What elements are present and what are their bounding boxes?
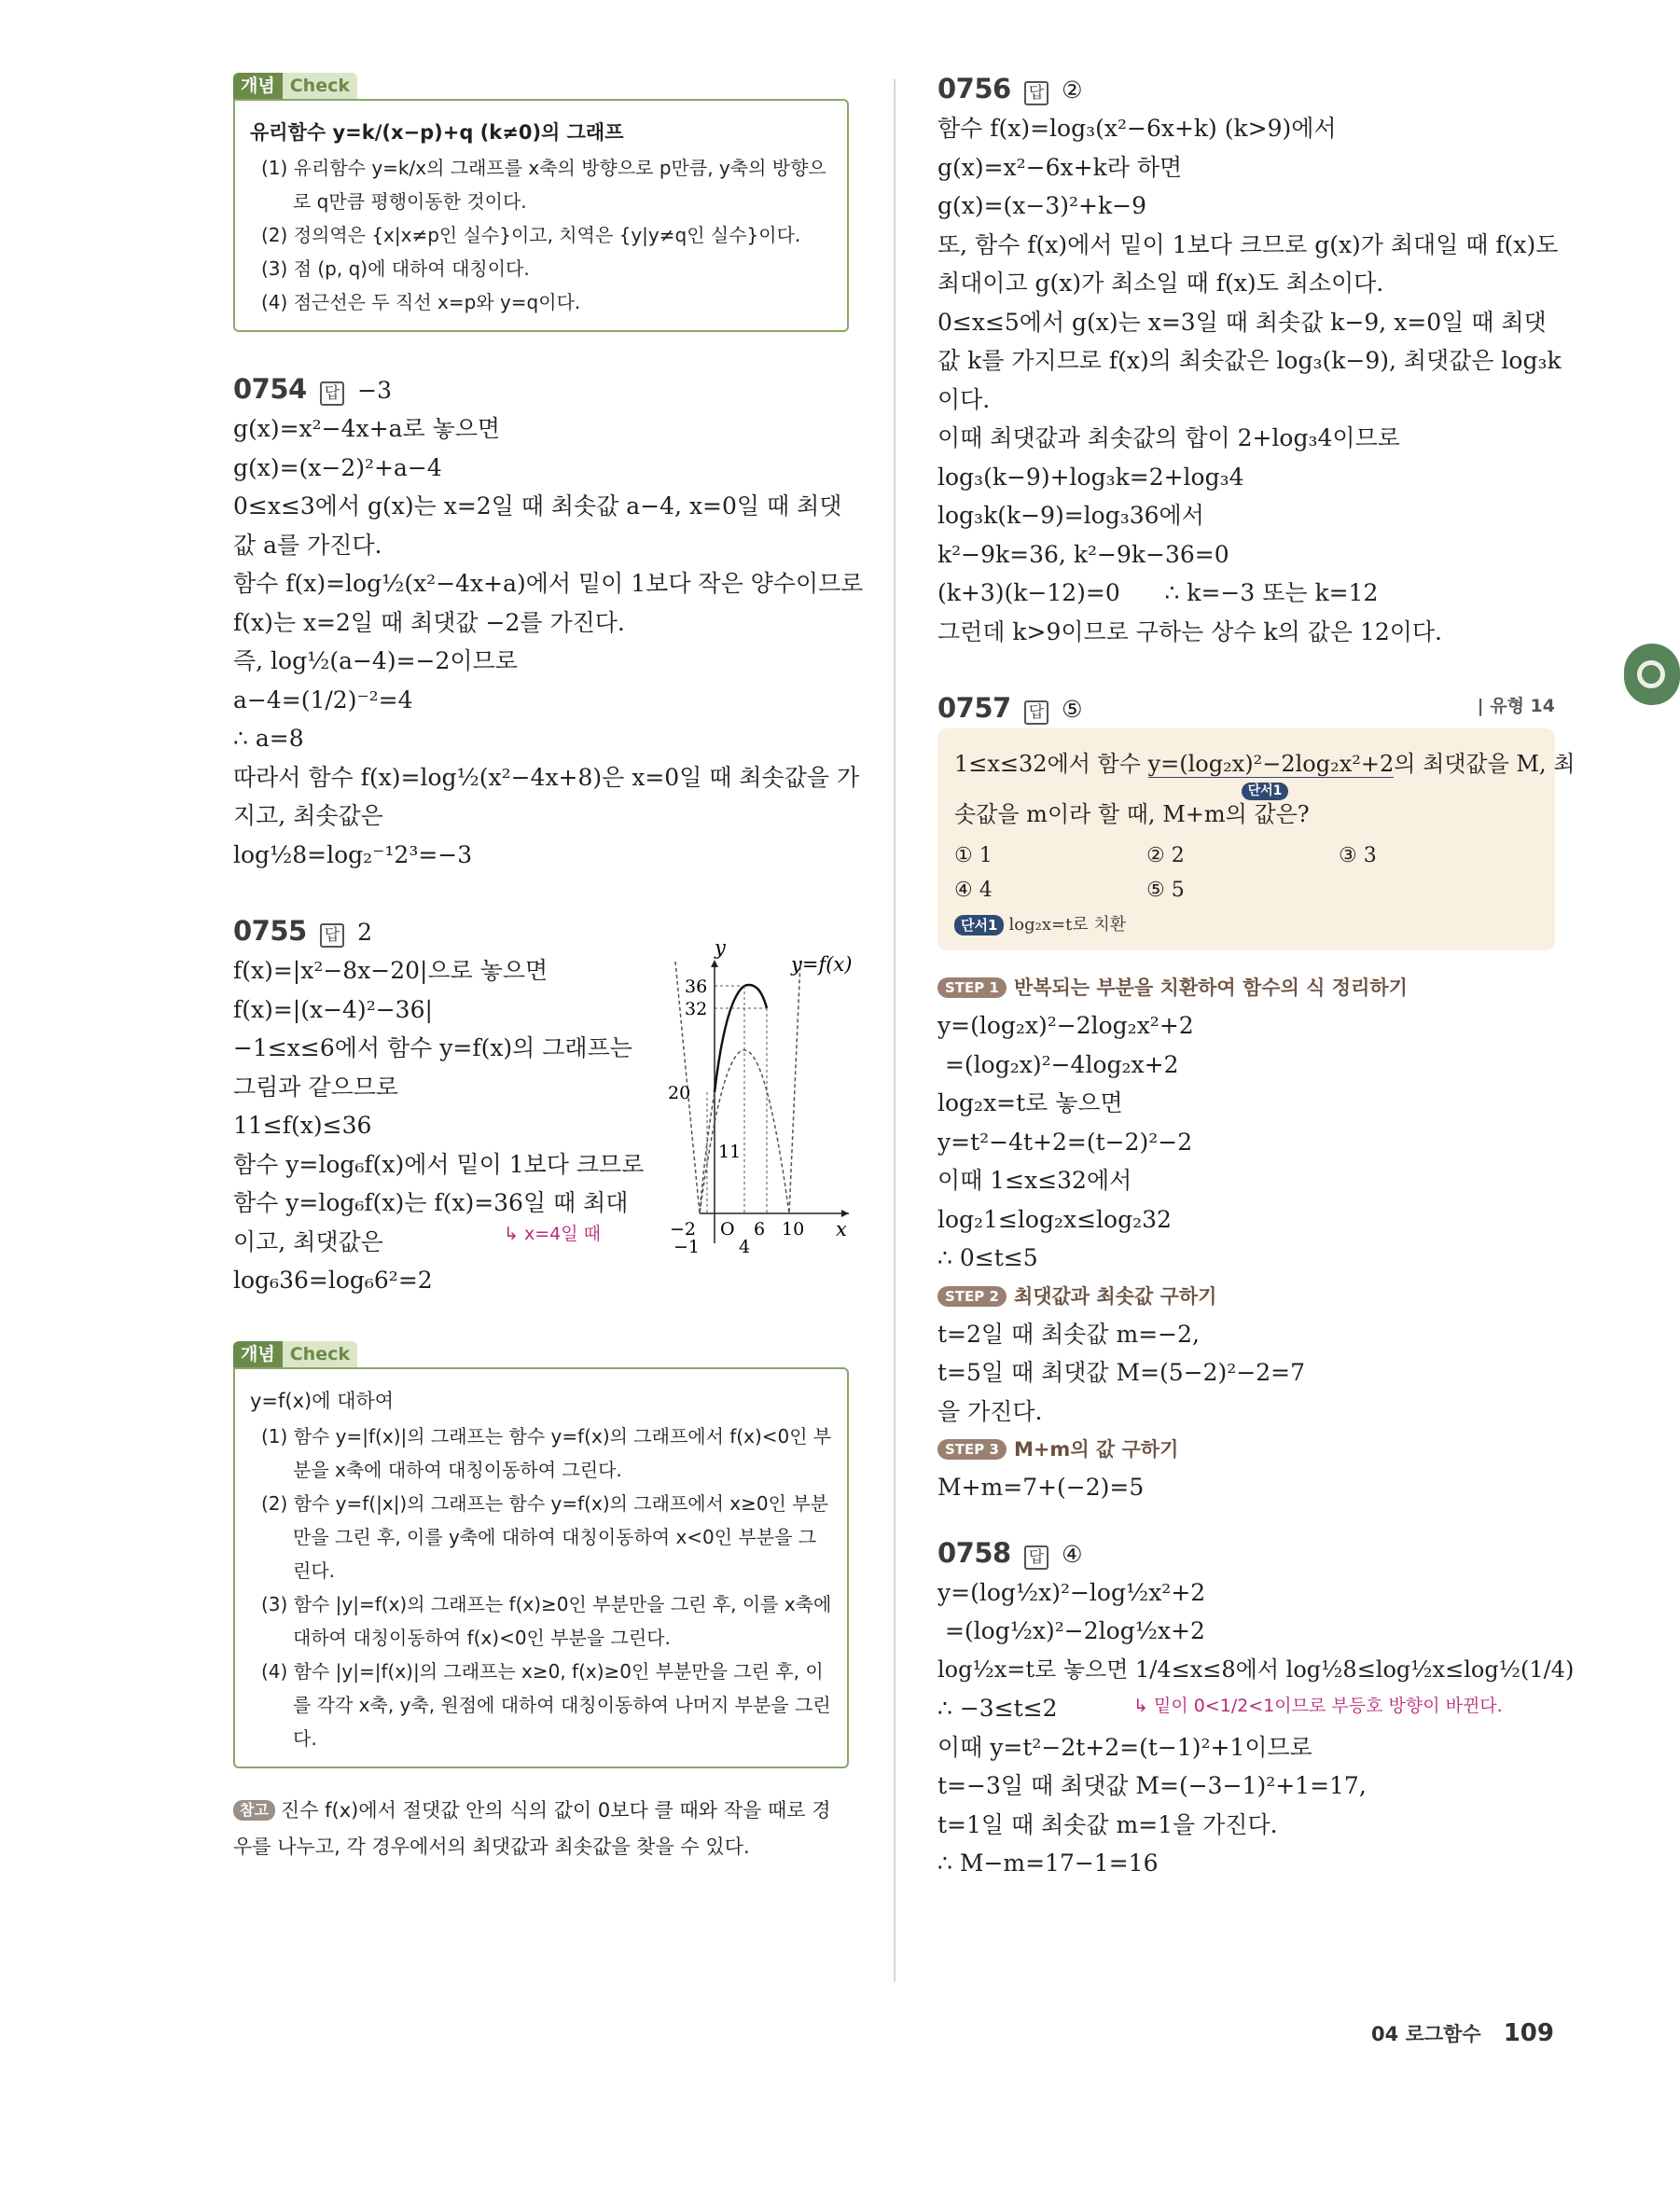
- right-column: [937, 73, 1576, 1924]
- solution-line: 또, 함수 f(x)에서 밑이 1보다 크므로 g(x)가 최대일 때 f(x)도: [937, 230, 1559, 258]
- question-text: 의 최댓값을 M, 최: [1394, 751, 1576, 777]
- solution-line: ∴ 0≤t≤5: [937, 1244, 1038, 1271]
- problem-number: 0756: [937, 73, 1011, 104]
- solution-line: M+m=7+(−2)=5: [937, 1474, 1145, 1501]
- solution-line: g(x)=x²−4x+a로 놓으면: [233, 415, 501, 442]
- hint-marker: 단서1: [1242, 783, 1289, 800]
- concept-tab-check: Check: [283, 1341, 357, 1367]
- problem-header: [233, 915, 849, 948]
- solution-line: g(x)=x²−6x+k라 하면: [937, 153, 1183, 181]
- concept-check-rational: [233, 73, 849, 332]
- solution-line: t=2일 때 최솟값 m=−2,: [937, 1320, 1200, 1348]
- concept-item: (1) 유리함수 y=k/x의 그래프를 x축의 방향으로 p만큼, y축의 방향으로 q만큼 평행이동한 것이다.: [261, 157, 826, 213]
- solution-line: k²−9k=36, k²−9k−36=0: [937, 540, 1229, 568]
- graph-0755: [662, 936, 858, 1257]
- concept-tab-check: Check: [283, 73, 357, 99]
- choice-item[interactable]: ② 2: [1146, 844, 1185, 867]
- solution-line: −1≤x≤6에서 함수 y=f(x)의 그래프는: [233, 1034, 632, 1061]
- solution-line: g(x)=(x−3)²+k−9: [937, 192, 1146, 219]
- hint-row: [954, 911, 1540, 935]
- concept-title: 유리함수 y=k/(x−p)+q (k≠0)의 그래프: [250, 121, 624, 144]
- chapter-side-tab: [1624, 644, 1680, 705]
- curve-solid: [715, 985, 767, 1092]
- problem-header: [937, 1537, 1555, 1570]
- problem-number: 0755: [233, 915, 307, 947]
- solution-line: 이때 y=t²−2t+2=(t−1)²+1이므로: [937, 1733, 1312, 1761]
- annotation-text: 밑이 0<1/2<1이므로 부등호 방향이 바뀐다.: [1153, 1696, 1503, 1716]
- solution-line: 함수 f(x)=log½(x²−4x+a)에서 밑이 1보다 작은 양수이므로: [233, 570, 864, 597]
- concept-item: (4) 점근선은 두 직선 x=p와 y=q이다.: [261, 291, 581, 313]
- problem-number: 0757: [937, 692, 1011, 724]
- problem-number: 0754: [233, 373, 307, 405]
- solution-line: =(log₂x)²−4log₂x+2: [937, 1050, 1179, 1078]
- solution-line: y=(log½x)²−log½x²+2: [937, 1578, 1206, 1606]
- solution-line: 0≤x≤5에서 g(x)는 x=3일 때 최솟값 k−9, x=0일 때 최댓: [937, 308, 1547, 336]
- solution-line: 그런데 k>9이므로 구하는 상수 k의 값은 12이다.: [937, 617, 1442, 645]
- question-expression: [1147, 751, 1395, 798]
- tick-label: 32: [685, 999, 708, 1019]
- solution-line: 이다.: [937, 385, 991, 413]
- question-expression-text: y=(log₂x)²−2log₂x²+2: [1147, 751, 1395, 777]
- concept-tab: [233, 1341, 357, 1367]
- answer-value: ④: [1062, 1540, 1083, 1568]
- answer-badge: 답: [1024, 1545, 1048, 1570]
- origin-label: O: [720, 1219, 735, 1240]
- concept-item: (1) 함수 y=|f(x)|의 그래프는 함수 y=f(x)의 그래프에서 f(x)<0인 부분을 x축에 대하여 대칭이동하여 그린다.: [261, 1424, 832, 1481]
- problem-0755: [233, 915, 853, 1300]
- problem-number: 0758: [937, 1536, 1011, 1569]
- answer-value: 2: [357, 919, 373, 946]
- solution-line: f(x)는 x=2일 때 최댓값 −2를 가진다.: [233, 608, 625, 636]
- solution-line: y=t²−4t+2=(t−2)²−2: [937, 1128, 1193, 1156]
- axis-label-y: y: [715, 936, 726, 959]
- solution-line-text: ∴ −3≤t≤2: [937, 1695, 1058, 1722]
- solution-line: 함수 y=log₆f(x)는 f(x)=36일 때 최대: [233, 1189, 629, 1216]
- step-badge: STEP 2: [937, 1286, 1007, 1307]
- chapter-label: 04 로그함수: [1371, 2023, 1481, 2045]
- concept-tab-label: 개념: [233, 73, 283, 99]
- solution-line: log₂x=t로 놓으면: [937, 1089, 1123, 1116]
- solution-line: 이때 1≤x≤32에서: [937, 1167, 1132, 1194]
- tick-label: 20: [668, 1083, 691, 1103]
- solution-line: t=−3일 때 최댓값 M=(−3−1)²+1=17,: [937, 1772, 1367, 1799]
- type-tag: | 유형 14: [1477, 696, 1555, 716]
- answer-badge: 답: [320, 923, 344, 948]
- concept-item: (3) 점 (p, q)에 대하여 대칭이다.: [261, 257, 530, 280]
- annotation-base: ↳ 밑이 0<1/2<1이므로 부등호 방향이 바뀐다.: [1133, 1696, 1503, 1716]
- left-column: [233, 73, 864, 1865]
- solution-line: ∴ a=8: [233, 725, 304, 752]
- note-badge: 참고: [233, 1800, 275, 1821]
- solution-line: t=5일 때 최댓값 M=(5−2)²−2=7: [937, 1359, 1306, 1386]
- solution-line: log₃k(k−9)=log₃36에서: [937, 502, 1204, 529]
- answer-value: ②: [1062, 76, 1083, 104]
- page-footer: [1371, 2019, 1554, 2047]
- solution-line: g(x)=(x−2)²+a−4: [233, 453, 442, 481]
- choice-item[interactable]: ③ 3: [1339, 844, 1377, 867]
- concept-item: (2) 정의역은 {x|x≠p인 실수}이고, 치역은 {y|y≠q인 실수}이다.: [261, 224, 801, 246]
- solution-line: log₃(k−9)+log₃k=2+log₃4: [937, 463, 1244, 491]
- choice-item[interactable]: ① 1: [954, 844, 993, 867]
- question-line: [954, 745, 1576, 798]
- solution-line: 값 a를 가진다.: [233, 531, 382, 559]
- y-axis-arrow: [711, 960, 718, 967]
- solution-line: 그림과 같으므로: [233, 1073, 398, 1101]
- solution-line: [937, 1689, 1555, 1728]
- problem-0758: [937, 1536, 1575, 1883]
- question-text: 1≤x≤32에서 함수: [954, 751, 1148, 777]
- step-title: 최댓값과 최솟값 구하기: [1013, 1284, 1217, 1308]
- choice-item[interactable]: ④ 4: [954, 879, 993, 902]
- concept-tab-label: 개념: [233, 1341, 283, 1367]
- step-1-header: [937, 969, 1555, 1006]
- step-badge: STEP 3: [937, 1439, 1007, 1460]
- solution-line: 0≤x≤3에서 g(x)는 x=2일 때 최솟값 a−4, x=0일 때 최댓: [233, 492, 842, 520]
- type-tag-text: 유형 14: [1490, 696, 1555, 716]
- page-number: 109: [1503, 2019, 1554, 2047]
- answer-value: ⑤: [1062, 696, 1083, 723]
- problem-0754: [233, 373, 864, 874]
- concept-item: (3) 함수 |y|=f(x)의 그래프는 f(x)≥0인 부분만을 그린 후, 이를 x축에 대하여 대칭이동하여 f(x)<0인 부분을 그린다.: [261, 1592, 832, 1649]
- solution-line: 따라서 함수 f(x)=log½(x²−4x+8)은 x=0일 때 최솟값을 가: [233, 763, 860, 791]
- concept-box: [233, 1367, 849, 1768]
- question-box: [937, 728, 1576, 950]
- step-2-header: [937, 1278, 1555, 1315]
- question-line: 솟값을 m이라 할 때, M+m의 값은?: [954, 801, 1310, 827]
- solution-line: 즉, log½(a−4)=−2이므로: [233, 647, 518, 674]
- concept-check-absolute: [233, 1341, 849, 1768]
- axis-label-x: x: [836, 1218, 847, 1240]
- step-badge: STEP 1: [937, 977, 1007, 998]
- problem-header: [937, 692, 1555, 725]
- solution-line: f(x)=|x²−8x−20|으로 놓으면: [233, 957, 548, 984]
- choices: [954, 838, 1540, 908]
- step-title: M+m의 값 구하기: [1013, 1438, 1179, 1461]
- graph-svg: [662, 936, 858, 1257]
- tick-label: 4: [739, 1237, 751, 1257]
- concept-tab: [233, 73, 357, 99]
- solution-line: log½8=log₂⁻¹2³=−3: [233, 840, 473, 868]
- choice-item[interactable]: ⑤ 5: [1146, 879, 1185, 902]
- solution-line: t=1일 때 최솟값 m=1을 가진다.: [937, 1810, 1278, 1838]
- solution-line: 값 k를 가지므로 f(x)의 최솟값은 log₃(k−9), 최댓값은 log₃k: [937, 347, 1562, 374]
- solution-line: (k+3)(k−12)=0 ∴ k=−3 또는 k=12: [937, 579, 1379, 606]
- solution-line: ∴ M−m=17−1=16: [937, 1850, 1159, 1877]
- hint-badge: 단서1: [954, 915, 1004, 935]
- problem-0757: [937, 692, 1576, 1507]
- solution-line: 을 가진다.: [937, 1397, 1043, 1425]
- solution-line: 최대이고 g(x)가 최소일 때 f(x)도 최소이다.: [937, 270, 1384, 297]
- solution-line: log₂1≤log₂x≤log₂32: [937, 1205, 1172, 1233]
- concept-box: [233, 99, 849, 332]
- concept-title: y=f(x)에 대하여: [250, 1389, 395, 1412]
- solution-line: y=(log₂x)²−2log₂x²+2: [937, 1012, 1194, 1039]
- concept-item: (4) 함수 |y|=|f(x)|의 그래프는 x≥0, f(x)≥0인 부분만을 그린 후, 이를 각각 x축, y축, 원점에 대하여 대칭이동하여 나머지 부분을 그린다.: [261, 1659, 831, 1750]
- solution-line: 함수 y=log₆f(x)에서 밑이 1보다 크므로: [233, 1150, 645, 1178]
- hint-text: log₂x=t로 치환: [1008, 915, 1127, 935]
- solution-line: 11≤f(x)≤36: [233, 1112, 372, 1139]
- solution-line: 이때 최댓값과 최솟값의 합이 2+log₃4이므로: [937, 424, 1400, 451]
- solution-line: 함수 f(x)=log₃(x²−6x+k) (k>9)에서: [937, 115, 1337, 142]
- tick-label: 11: [718, 1142, 742, 1162]
- curve-label: y=f(x): [791, 953, 853, 976]
- x-axis-arrow: [841, 1210, 849, 1217]
- concept-item: (2) 함수 y=f(|x|)의 그래프는 함수 y=f(x)의 그래프에서 x≥0인 부분만을 그린 후, 이를 y축에 대하여 대칭이동하여 x<0인 부분을 그린다.: [261, 1491, 828, 1582]
- solution-line: a−4=(1/2)⁻²=4: [233, 686, 413, 714]
- solution-line: log½x=t로 놓으면 1/4≤x≤8에서 log½8≤log½x≤log½(1/4): [937, 1656, 1575, 1683]
- problem-header: [937, 73, 1555, 105]
- solution-line: f(x)=|(x−4)²−36|: [233, 995, 433, 1023]
- tick-label: −2: [670, 1219, 697, 1240]
- tick-label: −1: [673, 1237, 701, 1257]
- answer-badge: 답: [320, 381, 344, 406]
- answer-badge: 답: [1024, 700, 1048, 725]
- solution-line: log₆36=log₆6²=2: [233, 1267, 433, 1294]
- step-title: 반복되는 부분을 치환하여 함수의 식 정리하기: [1013, 977, 1408, 999]
- answer-badge: 답: [1024, 81, 1048, 105]
- reference-note: [233, 1793, 849, 1865]
- annotation-text: x=4일 때: [523, 1223, 601, 1244]
- column-divider: [894, 79, 896, 1982]
- solution-line: 지고, 최솟값은: [233, 802, 383, 829]
- solution-line: =(log½x)²−2log½x+2: [937, 1617, 1205, 1644]
- answer-value: −3: [357, 377, 393, 404]
- solution-line-text: 이고, 최댓값은: [233, 1227, 383, 1255]
- annotation-max-point: ↳ x=4일 때: [504, 1223, 601, 1244]
- problem-header: [233, 373, 849, 406]
- step-3-header: [937, 1431, 1555, 1468]
- tick-label: 36: [685, 977, 708, 997]
- tick-label: 10: [782, 1219, 805, 1240]
- problem-0756: [937, 73, 1562, 651]
- note-text: 진수 f(x)에서 절댓값 안의 식의 값이 0보다 클 때와 작을 때로 경우를 나누고, 각 경우에서의 최댓값과 최솟값을 찾을 수 있다.: [233, 1798, 831, 1858]
- tick-label: 6: [754, 1219, 766, 1240]
